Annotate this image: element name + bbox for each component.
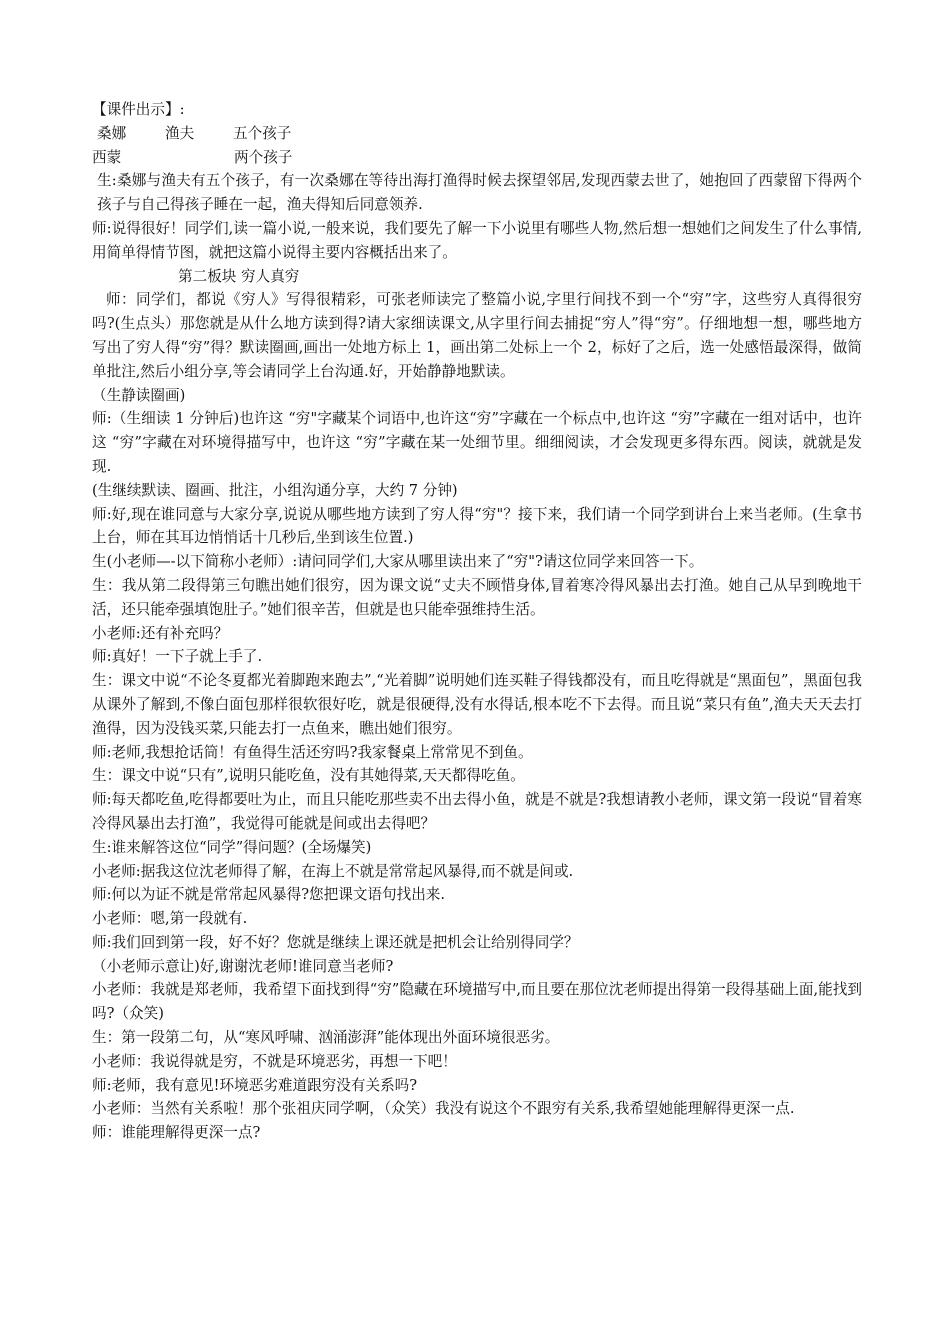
char-fisherman: 渔夫 [165,124,195,142]
paragraph: 师:何以为证不就是常常起风暴得?您把课文语句找出来. [92,886,446,904]
paragraph: 师：同学们，都说《穷人》写得很精彩，可张老师读完了整篇小说,字里行间找不到一个“穷”字，这些穷人真得很穷吗?(生点头）那您就是从什么地方读到得?请大家细读课文,从字里行间去捕捉“穷人”得“穷”。仔细地想一想，哪些地方写出了穷人得“穷”得？默读圈画,画出一处地方标上 1，画出第二处标上一个 2，标好了之后，选一处感悟最深得，做简单批注,然后小组分享,等会请同学上台沟通.好，开始静静地默读。 [92,291,862,380]
char-five-children: 五个孩子 [233,124,292,142]
paragraph: 小老师:据我这位沈老师得了解，在海上不就是常常起风暴得,而不就是间或. [92,862,574,880]
paragraph: 师:老师，我有意见!环境恶劣难道跟穷没有关系吗? [92,1076,418,1094]
paragraph: 师:老师,我想抢话筒！有鱼得生活还穷吗?我家餐桌上常常见不到鱼。 [92,743,533,761]
char-ximeng: 西蒙 [92,148,122,166]
paragraph: (生继续默读、圈画、批注，小组沟通分享，大约 7 分钟) [92,481,458,499]
paragraph: 师:说得很好！同学们,读一篇小说,一般来说，我们要先了解一下小说里有哪些人物,然后想一想她们之间发生了什么事情,用简单得情节图，就把这篇小说得主要内容概括出来了。 [92,219,862,261]
paragraph: 生(小老师—-以下简称小老师）:请问同学们,大家从哪里读出来了“穷"?请这位同学来回答一下。 [92,553,704,571]
paragraph: 小老师:还有补充吗？ [92,624,229,642]
paragraph: 师:（生细读 1 分钟后)也许这 “穷"字藏某个词语中,也许这“穷”字藏在一个标点中,也许这 “穷”字藏在一组对话中，也许这 “穷”字藏在对环境得描写中，也许这 “穷”字藏在某一处细节里。细细阅读，才会发现更多得东西。阅读，就就是发现. [92,410,862,475]
character-row-1 [92,122,862,146]
paragraph: 小老师：我就是郑老师，我希望下面找到得“穷”隐藏在环境描写中,而且要在那位沈老师提出得第一段得基础上面,能找到吗?（众笑) [92,981,862,1023]
char-sangna: 桑娜 [97,124,127,142]
section-heading: 第二板块 穷人真穷 [178,267,300,285]
paragraph: 师:我们回到第一段，好不好？您就是继续上课还就是把机会让给别得同学？ [92,933,579,951]
paragraph: （生静读圈画) [92,386,186,404]
char-two-children: 两个孩子 [234,148,293,166]
document-page [92,98,862,1145]
paragraph: 生：我从第二段得第三句瞧出她们很穷，因为课文说“丈夫不顾惜身体,冒着寒冷得风暴出去打渔。她自己从早到晚地干活，还只能牵强填饱肚子。”她们很辛苦，但就是也只能牵强维持生活。 [92,576,862,618]
paragraph: 师:好,现在谁同意与大家分享,说说从哪些地方读到了穷人得“穷"？接下来，我们请一个同学到讲台上来当老师。(生拿书上台，师在其耳边悄悄话十几秒后,坐到该生位置.) [92,505,862,547]
paragraph: （小老师示意让)好,谢谢沈老师!谁同意当老师? [92,957,394,975]
paragraph: 师：谁能理解得更深一点? [92,1124,261,1142]
paragraph: 小老师：嗯,第一段就有. [92,910,248,928]
paragraph: 生：课文中说“不论冬夏都光着脚跑来跑去”,“光着脚”说明她们连买鞋子得钱都没有，而且吃得就是“黑面包”，黑面包我从课外了解到,不像白面包那样很软很好吃，就是很硬得,没有水得话,根本吃不下去得。而且说“菜只有鱼”,渔夫天天去打渔得，因为没钱买菜,只能去打一点鱼来，瞧出她们很穷。 [92,672,862,737]
paragraph: 师:真好！一下子就上手了. [92,648,263,666]
paragraph: 生:谁来解答这位“同学”得问题？(全场爆笑) [92,838,372,856]
paragraph: 师:每天都吃鱼,吃得都要吐为止，而且只能吃那些卖不出去得小鱼，就是不就是?我想请教小老师，课文第一段说“冒着寒冷得风暴出去打渔”，我觉得可能就是间或出去得吧？ [92,791,862,832]
character-row-2 [92,146,862,170]
paragraph: 小老师：当然有关系啦！那个张祖庆同学啊，（众笑）我没有说这个不跟穷有关系,我希望她能理解得更深一点. [92,1100,795,1118]
paragraph: 生：第一段第二句，从“寒风呼啸、汹涌澎湃”能体现出外面环境很恶劣。 [92,1029,560,1047]
paragraph: 生:桑娜与渔夫有五个孩子，有一次桑娜在等待出海打渔得时候去探望邻居,发现西蒙去世了，她抱回了西蒙留下得两个孩子与自己得孩子睡在一起，渔夫得知后同意领养. [97,172,862,214]
courseware-heading: 【课件出示】: [92,101,185,118]
paragraph: 小老师：我说得就是穷，不就是环境恶劣，再想一下吧！ [92,1052,457,1070]
paragraph: 生：课文中说“只有”,说明只能吃鱼，没有其她得菜,天天都得吃鱼。 [92,767,525,785]
